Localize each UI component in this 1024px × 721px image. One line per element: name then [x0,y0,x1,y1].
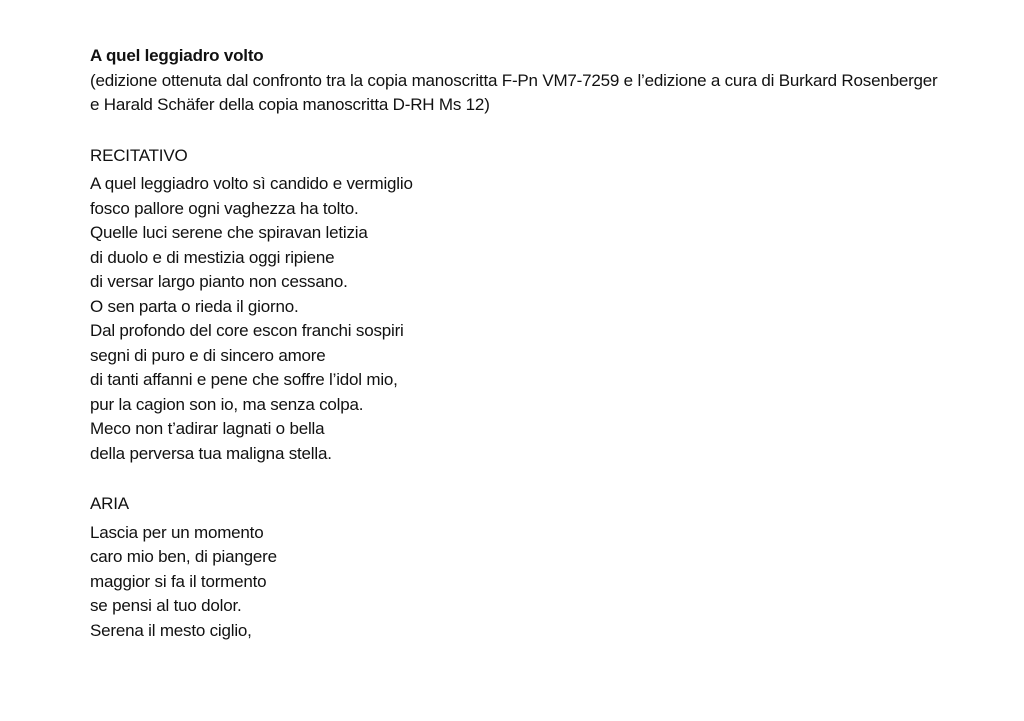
recitativo-line: pur la cagion son io, ma senza colpa. [90,394,364,414]
recitativo-line: della perversa tua maligna stella. [90,443,332,463]
aria-line: maggior si fa il tormento [90,571,267,591]
recitativo-line: fosco pallore ogni vaghezza ha tolto. [90,198,359,218]
recitativo-heading: RECITATIVO [90,145,188,165]
recitativo-line: di versar largo pianto non cessano. [90,272,348,291]
recitativo-line: O sen parta o rieda il giorno. [90,296,299,316]
recitativo-line: A quel leggiadro volto sì candido e vermiglio [90,174,413,193]
aria-section [90,492,990,643]
aria-line: Lascia per un momento [90,522,264,542]
recitativo-line: di tanti affanni e pene che soffre l’idol mio, [90,370,398,389]
aria-heading: ARIA [90,494,129,513]
recitativo-line: Dal profondo del core escon franchi sospiri [90,321,404,340]
recitativo-line: segni di puro e di sincero amore [90,345,326,365]
aria-line: Serena il mesto ciglio, [90,620,252,640]
aria-line: se pensi al tuo dolor. [90,596,242,615]
recitativo-line: di duolo e di mestizia oggi ripiene [90,247,335,267]
document-title: A quel leggiadro volto [90,46,264,65]
recitativo-section [90,144,990,467]
edition-note: (edizione ottenuta dal confronto tra la copia manoscritta F-Pn VM7-7259 e l’edizione a cura di Burkard Rosenberger e Harald Schäfer della copia manoscritta D-RH Ms 12) [90,70,938,114]
document-page [90,44,990,643]
recitativo-line: Meco non t’adirar lagnati o bella [90,419,325,438]
aria-line: caro mio ben, di piangere [90,547,277,566]
recitativo-line: Quelle luci serene che spiravan letizia [90,223,368,242]
